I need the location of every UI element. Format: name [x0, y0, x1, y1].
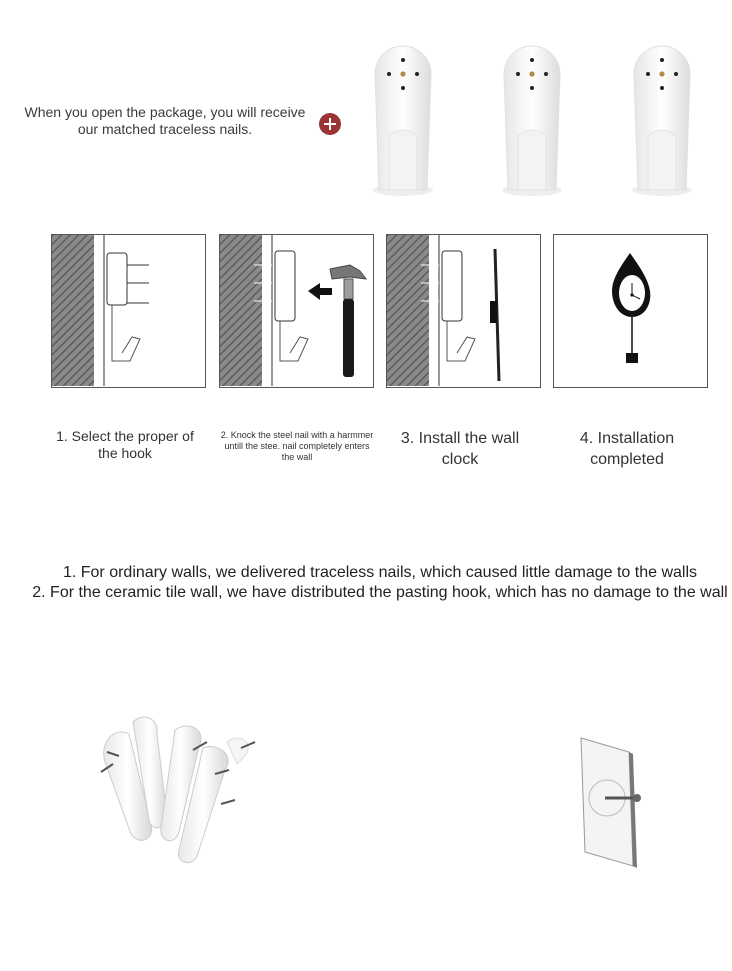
wall-hatch [387, 235, 429, 386]
wall-clock-icon [612, 253, 650, 363]
pasting-hook-photo [575, 734, 645, 869]
notes-block [0, 563, 732, 603]
plus-icon [319, 113, 341, 135]
step-1-illustration [51, 234, 206, 388]
hook-icon [626, 40, 698, 200]
step-4-illustration [553, 234, 708, 388]
intro-text: When you open the package, you will receive our matched traceless nails. [24, 104, 306, 137]
hook-icon [496, 40, 568, 200]
note-2: 2. For the ceramic tile wall, we have distributed the pasting hook, which has no damage to the wall [32, 584, 728, 601]
note-1: 1. For ordinary walls, we delivered traceless nails, which caused little damage to the walls [62, 564, 698, 581]
arrow-left-icon [308, 283, 332, 300]
traceless-nails-photo [95, 712, 265, 867]
step-3-illustration [386, 234, 541, 388]
wall-hatch [52, 235, 94, 386]
step-2-caption: 2. Knock the steel nail with a harmmer untill the stee. nail completely enters the wall [220, 430, 374, 462]
step-3-caption: 3. Install the wall clock [400, 430, 520, 468]
hammer-icon [330, 265, 366, 377]
step-4-caption: 4. Installation completed [579, 430, 675, 468]
step-1-caption: 1. Select the proper of the hook [56, 428, 194, 461]
hook-icon [367, 40, 439, 200]
wall-hatch [220, 235, 262, 386]
step-2-illustration [219, 234, 374, 388]
